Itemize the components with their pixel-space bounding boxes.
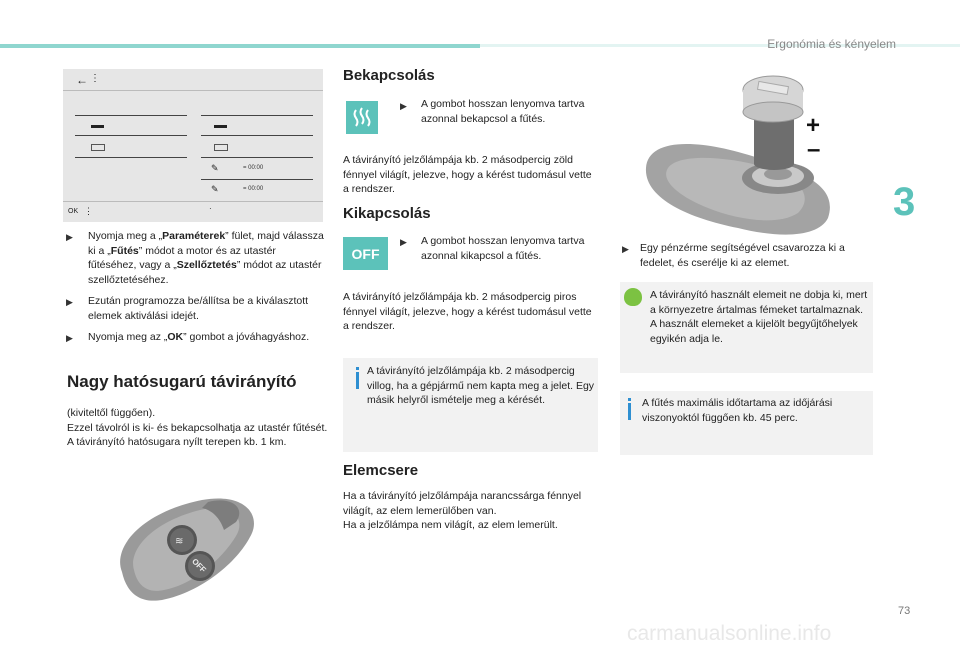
bullet-arrow-icon: ▶ [400, 101, 407, 111]
edit-pencil-icon[interactable]: ✎ [211, 163, 219, 173]
instruction-step-2: Ezután programozza be/állítsa be a kiválasztott elemek aktiválási idejét. [88, 295, 309, 322]
minus-icon[interactable] [214, 125, 227, 128]
minus-icon[interactable] [91, 125, 104, 128]
ok-button[interactable]: OK [68, 208, 79, 215]
section-heading-on: Bekapcsolás [343, 67, 435, 84]
long-range-description: (kiviteltől függően). Ezzel távolról is ki- és bekapcsolhatja az utastér fűtését. A távirányító hatósugara nyílt terepen kb. 1 km. [67, 407, 328, 448]
chapter-number: 3 [893, 180, 916, 224]
time-value: = 00:00 [243, 165, 264, 171]
section-heading-battery: Elemcsere [343, 462, 419, 479]
info-box [620, 391, 873, 455]
on-instruction: A gombot hosszan lenyomva tartva azonnal bekapcsol a fűtés. [421, 98, 585, 125]
battery-description: Ha a távirányító jelzőlámpája narancssárga fénnyel világít, az elem lemerülőben van. Ha a jelzőlámpa nem világít, az elem lemerült. [343, 490, 582, 531]
edit-pencil-icon[interactable]: ✎ [211, 184, 219, 194]
watermark: carmanualsonline.info [627, 622, 832, 645]
off-description: A távirányító jelzőlámpája kb. 2 másodpercig piros fénnyel világít, jelezve, hogy a kérést tudomásul vette a rendszer. [343, 291, 592, 332]
instruction-step-1: Nyomja meg a „Paraméterek” fület, majd válassza ki a „Fűtés” módot a motor és az utastér fűtéséhez, vagy a „Szellőztetés” módot az utastér szellőztetéséhez. [88, 230, 324, 286]
section-title: Ergonómia és kényelem [767, 37, 896, 51]
section-heading: Nagy hatósugarú távirányító [67, 372, 297, 391]
eco-box [620, 282, 873, 373]
app-screen-mockup [63, 69, 323, 222]
heating-on-icon [346, 101, 378, 134]
dot-indicator-icon: · [209, 204, 212, 213]
bullet-arrow-icon: ▶ [400, 237, 407, 247]
info-box [343, 358, 598, 452]
info-text: A távirányító jelzőlámpája kb. 2 másodpercig villog, ha a gépjármű nem kapta meg a jelet. Egy másik helyről ismételje meg a kérését. [367, 365, 595, 406]
leaf-icon [624, 288, 642, 306]
bullet-arrow-icon: ▶ [622, 244, 629, 254]
eco-text: A távirányító használt elemeit ne dobja ki, mert a környezetre ártalmas fémeket tartalmaznak. A használt elemeket a kijelölt begyűjtőhelyek egyikén adja le. [650, 289, 868, 345]
header-accent-bar [0, 44, 480, 48]
bullet-arrow-icon: ▶ [66, 333, 73, 343]
remote-control-illustration [112, 492, 260, 606]
on-description: A távirányító jelzőlámpája kb. 2 másodpercig zöld fénnyel világít, jelezve, hogy a kérést tudomásul vette a rendszer. [343, 154, 592, 195]
battery-instruction: Egy pénzérme segítségével csavarozza ki a fedelet, és cserélje ki az elemet. [640, 242, 845, 269]
toggle-icon[interactable] [91, 144, 105, 151]
minus-sign: – [807, 136, 821, 163]
time-value: = 00:00 [243, 186, 264, 192]
section-heading-off: Kikapcsolás [343, 205, 431, 222]
instruction-step-3: Nyomja meg az „OK” gombot a jóváhagyáshoz. [88, 331, 310, 343]
info-text: A fűtés maximális időtartama az időjárási viszonyoktól függően kb. 45 perc. [642, 397, 833, 424]
kebab-menu-icon[interactable]: ⋮ [84, 206, 93, 216]
info-icon [628, 403, 631, 420]
toggle-icon[interactable] [214, 144, 228, 151]
page-number: 73 [898, 605, 911, 617]
info-icon [356, 372, 359, 389]
bullet-arrow-icon: ▶ [66, 297, 73, 307]
remote-off-label: OFF [190, 556, 208, 575]
back-arrow-icon[interactable]: ← [76, 73, 88, 87]
plus-sign: + [806, 112, 821, 139]
off-instruction: A gombot hosszan lenyomva tartva azonnal kikapcsol a fűtés. [421, 235, 585, 262]
bullet-arrow-icon: ▶ [66, 232, 73, 242]
kebab-menu-icon[interactable]: ⋮ [90, 73, 100, 84]
heating-off-icon: OFF [343, 237, 388, 270]
svg-text:≋: ≋ [175, 536, 184, 547]
